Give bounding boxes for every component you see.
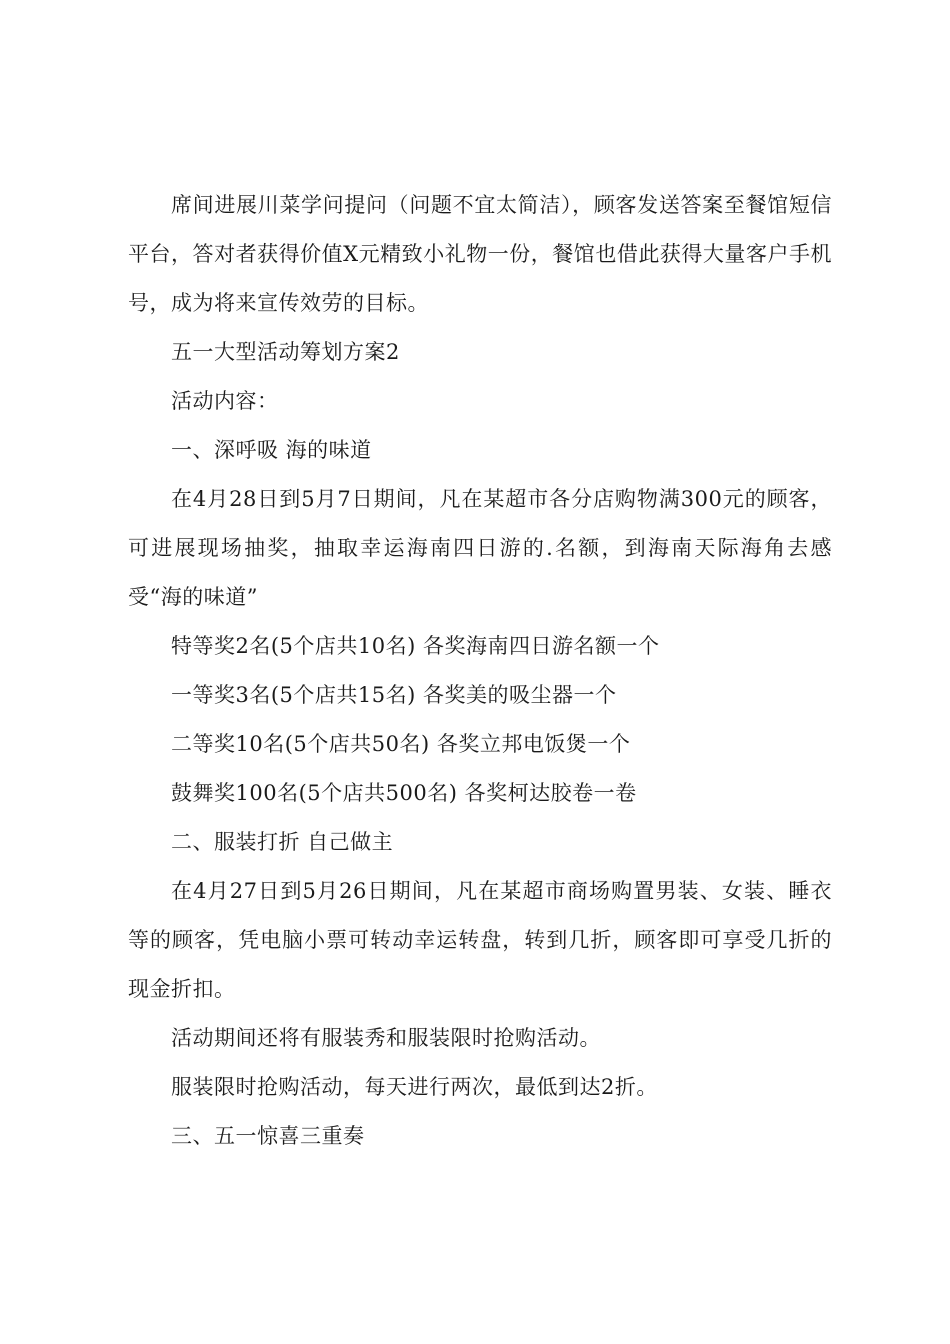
paragraph-flash-sale: 服装限时抢购活动，每天进行两次，最低到达2折。 <box>171 1075 658 1099</box>
prize-first: 一等奖3名(5个店共15名) 各奖美的吸尘器一个 <box>171 683 617 707</box>
prize-encouragement: 鼓舞奖100名(5个店共500名) 各奖柯达胶卷一卷 <box>171 781 637 805</box>
paragraph-clothing-discount: 在4月27日到5月26日期间，凡在某超市商场购置男装、女装、睡衣等的顾客，凭电脑小票可转动幸运转盘，转到几折，顾客即可享受几折的现金折扣。 <box>128 879 832 1001</box>
paragraph-quiz-intro: 席间进展川菜学问提问（问题不宜太简洁），顾客发送答案至餐馆短信平台，答对者获得价值X元精致小礼物一份，餐馆也借此获得大量客户手机号，成为将来宣传效劳的目标。 <box>128 193 832 315</box>
heading-section-1: 一、深呼吸 海的味道 <box>171 438 372 462</box>
heading-activity-content: 活动内容： <box>171 389 279 413</box>
heading-section-2: 二、服装打折 自己做主 <box>171 830 394 854</box>
paragraph-fashion-show: 活动期间还将有服装秀和服装限时抢购活动。 <box>171 1026 601 1050</box>
paragraph-lottery-description: 在4月28日到5月7日期间，凡在某超市各分店购物满300元的顾客，可进展现场抽奖，抽取幸运海南四日游的.名额，到海南天际海角去感受“海的味道” <box>128 487 832 609</box>
heading-section-3: 三、五一惊喜三重奏 <box>171 1124 365 1148</box>
section-title-plan-2: 五一大型活动筹划方案2 <box>171 340 400 364</box>
prize-special: 特等奖2名(5个店共10名) 各奖海南四日游名额一个 <box>171 634 660 658</box>
document-page <box>128 181 832 1161</box>
prize-second: 二等奖10名(5个店共50名) 各奖立邦电饭煲一个 <box>171 732 631 756</box>
